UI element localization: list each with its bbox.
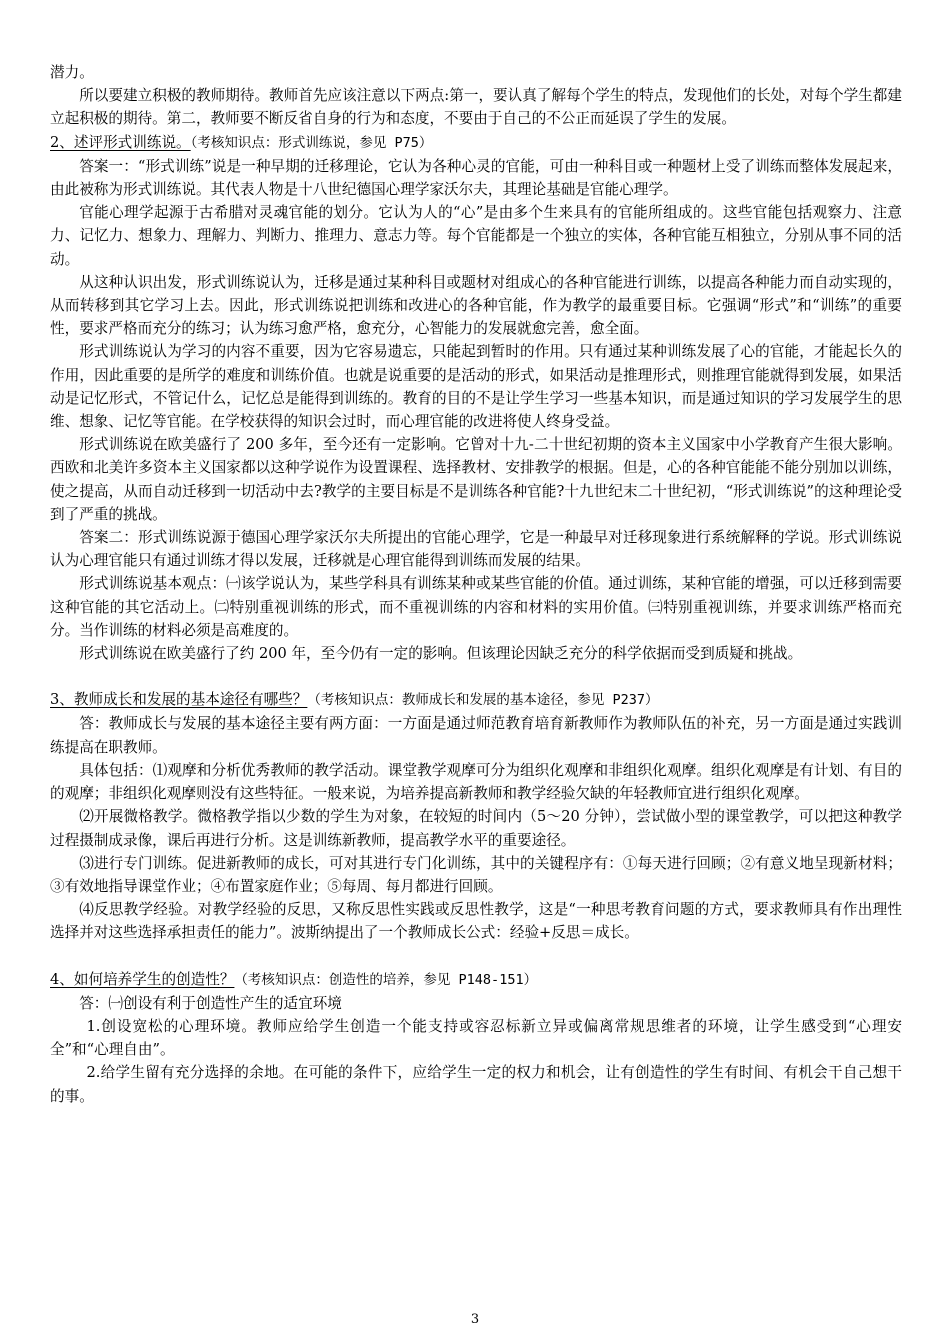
question-2-heading <box>50 131 902 155</box>
question-4-title: 4、如何培养学生的创造性？ <box>50 970 235 988</box>
paragraph: 答：教师成长与发展的基本途径主要有两方面：一方面是通过师范教育培育新教师作为教师队伍的补充，另一方面是通过实践训练提高在职教师。 <box>50 715 902 756</box>
intro-paragraph: 所以要建立积极的教师期待。教师首先应该注意以下两点:第一，要认真了解每个学生的特点，发现他们的长处，对每个学生都建立起积极的期待。第二，教师要不断反省自身的行为和态度，不要由于自己的不公正而延误了学生的发展。 <box>50 87 902 128</box>
question-3-heading <box>50 688 902 712</box>
paragraph: ⑵开展微格教学。微格教学指以少数的学生为对象，在较短的时间内（5～20 分钟），尝试做小型的课堂教学，可以把这种教学过程摄制成录像，课后再进行分析。这是训练新教师，提高教学水平的重要途径。 <box>50 808 902 849</box>
paragraph: 2.给学生留有充分选择的余地。在可能的条件下，应给学生一定的权力和机会，让有创造性的学生有时间、有机会干自己想干的事。 <box>50 1064 902 1105</box>
paragraph: 形式训练说认为学习的内容不重要，因为它容易遗忘，只能起到暂时的作用。只有通过某种训练发展了心的官能，才能起长久的作用，因此重要的是所学的难度和训练价值。也就是说重要的是活动的形式，如果活动是推理形式，则推理官能就得到发展，如果活动是记忆形式，不管记什么，记忆总是能得到训练的。教育的目的不是让学生学习一些基本知识，而是通过知识的学习发展学生的思维、想象、记忆等官能。在学校获得的知识会过时，而心理官能的改进将使人终身受益。 <box>50 343 902 431</box>
paragraph: 答：㈠创设有利于创造性产生的适宜环境 <box>79 994 342 1012</box>
paragraph: 形式训练说在欧美盛行了约 200 年，至今仍有一定的影响。但该理论因缺乏充分的科学依据而受到质疑和挑战。 <box>79 645 803 663</box>
page-number: 3 <box>470 1312 480 1327</box>
question-3-title: 3、教师成长和发展的基本途径有哪些？ <box>50 691 308 709</box>
question-4-heading <box>50 968 902 992</box>
page-content <box>50 61 902 1108</box>
paragraph: 形式训练说在欧美盛行了 200 多年，至今还有一定影响。它曾对十九-二十世纪初期的资本主义国家中小学教育产生很大影响。西欧和北美许多资本主义国家都以这种学说作为设置课程、选择教材、安排教学的根据。但是，心的各种官能能不能分别加以训练，使之提高，从而自动迁移到一切活动中去?教学的主要目标是不是训练各种官能?十九世纪末二十世纪初，“形式训练说”的这种理论受到了严重的挑战。 <box>50 436 902 523</box>
paragraph: ⑶进行专门训练。促进新教师的成长，可对其进行专门化训练，其中的关键程序有：①每天进行回顾；②有意义地呈现新材料；③有效地指导课堂作业；④布置家庭作业；⑤每周、每月都进行回顾。 <box>50 854 902 895</box>
paragraph: 形式训练说基本观点：㈠该学说认为，某些学科具有训练某种或某些官能的价值。通过训练，某种官能的增强，可以迁移到需要这种官能的其它活动上。㈡特别重视训练的形式，而不重视训练的内容和材料的实用价值。㈢特别重视训练，并要求训练严格而充分。当作训练的材料必须是高难度的。 <box>50 575 902 639</box>
question-4-note: （考核知识点：创造性的培养，参见 P148-151） <box>234 971 538 988</box>
paragraph: 从这种认识出发，形式训练说认为，迁移是通过某种科目或题材对组成心的各种官能进行训练，以提高各种能力而自动实现的，从而转移到其它学习上去。因此，形式训练说把训练和改进心的各种官能，作为教学的最重要目标。它强调“形式”和“训练”的重要性，要求严格而充分的练习；认为练习愈严格，愈充分，心智能力的发展就愈完善，愈全面。 <box>50 273 902 338</box>
paragraph: ⑷反思教学经验。对教学经验的反思，又称反思性实践或反思性教学，这是“一种思考教育问题的方式，要求教师具有作出理性选择并对这些选择承担责任的能力”。波斯纳提出了一个教师成长公式：经验+反思＝成长。 <box>50 901 902 942</box>
question-2-note: （考核知识点：形式训练说，参见 P75） <box>190 134 433 151</box>
paragraph: 官能心理学起源于古希腊对灵魂官能的划分。它认为人的“心”是由多个生来具有的官能所组成的。这些官能包括观察力、注意力、记忆力、想象力、理解力、判断力、推理力、意志力等。每个官能都是一个独立的实体，各种官能互相独立，分别从事不同的活动。 <box>50 204 902 268</box>
paragraph: 1.创设宽松的心理环境。教师应给学生创造一个能支持或容忍标新立异或偏离常规思维者的环境，让学生感受到“心理安全”和“心理自由”。 <box>50 1017 902 1059</box>
question-2-title: 2、述评形式训练说。 <box>50 133 191 151</box>
paragraph: 答案一：“形式训练”说是一种早期的迁移理论，它认为各种心灵的官能，可由一种科目或一种题材上受了训练而整体发展起来，由此被称为形式训练说。其代表人物是十八世纪德国心理学家沃尔夫，其理论基础是官能心理学。 <box>50 157 902 199</box>
question-3-note: （考核知识点：教师成长和发展的基本途径，参见 P237） <box>307 692 659 709</box>
intro-line: 潜力。 <box>50 64 94 81</box>
paragraph: 具体包括：⑴观摩和分析优秀教师的教学活动。课堂教学观摩可分为组织化观摩和非组织化观摩。组织化观摩是有计划、有目的的观摩；非组织化观摩则没有这些特征。一般来说，为培养提高新教师和教学经验欠缺的年轻教师宜进行组织化观摩。 <box>50 761 902 803</box>
paragraph: 答案二：形式训练说源于德国心理学家沃尔夫所提出的官能心理学，它是一种最早对迁移现象进行系统解释的学说。形式训练说认为心理官能只有通过训练才得以发展，迁移就是心理官能得到训练而发展的结果。 <box>50 529 902 570</box>
